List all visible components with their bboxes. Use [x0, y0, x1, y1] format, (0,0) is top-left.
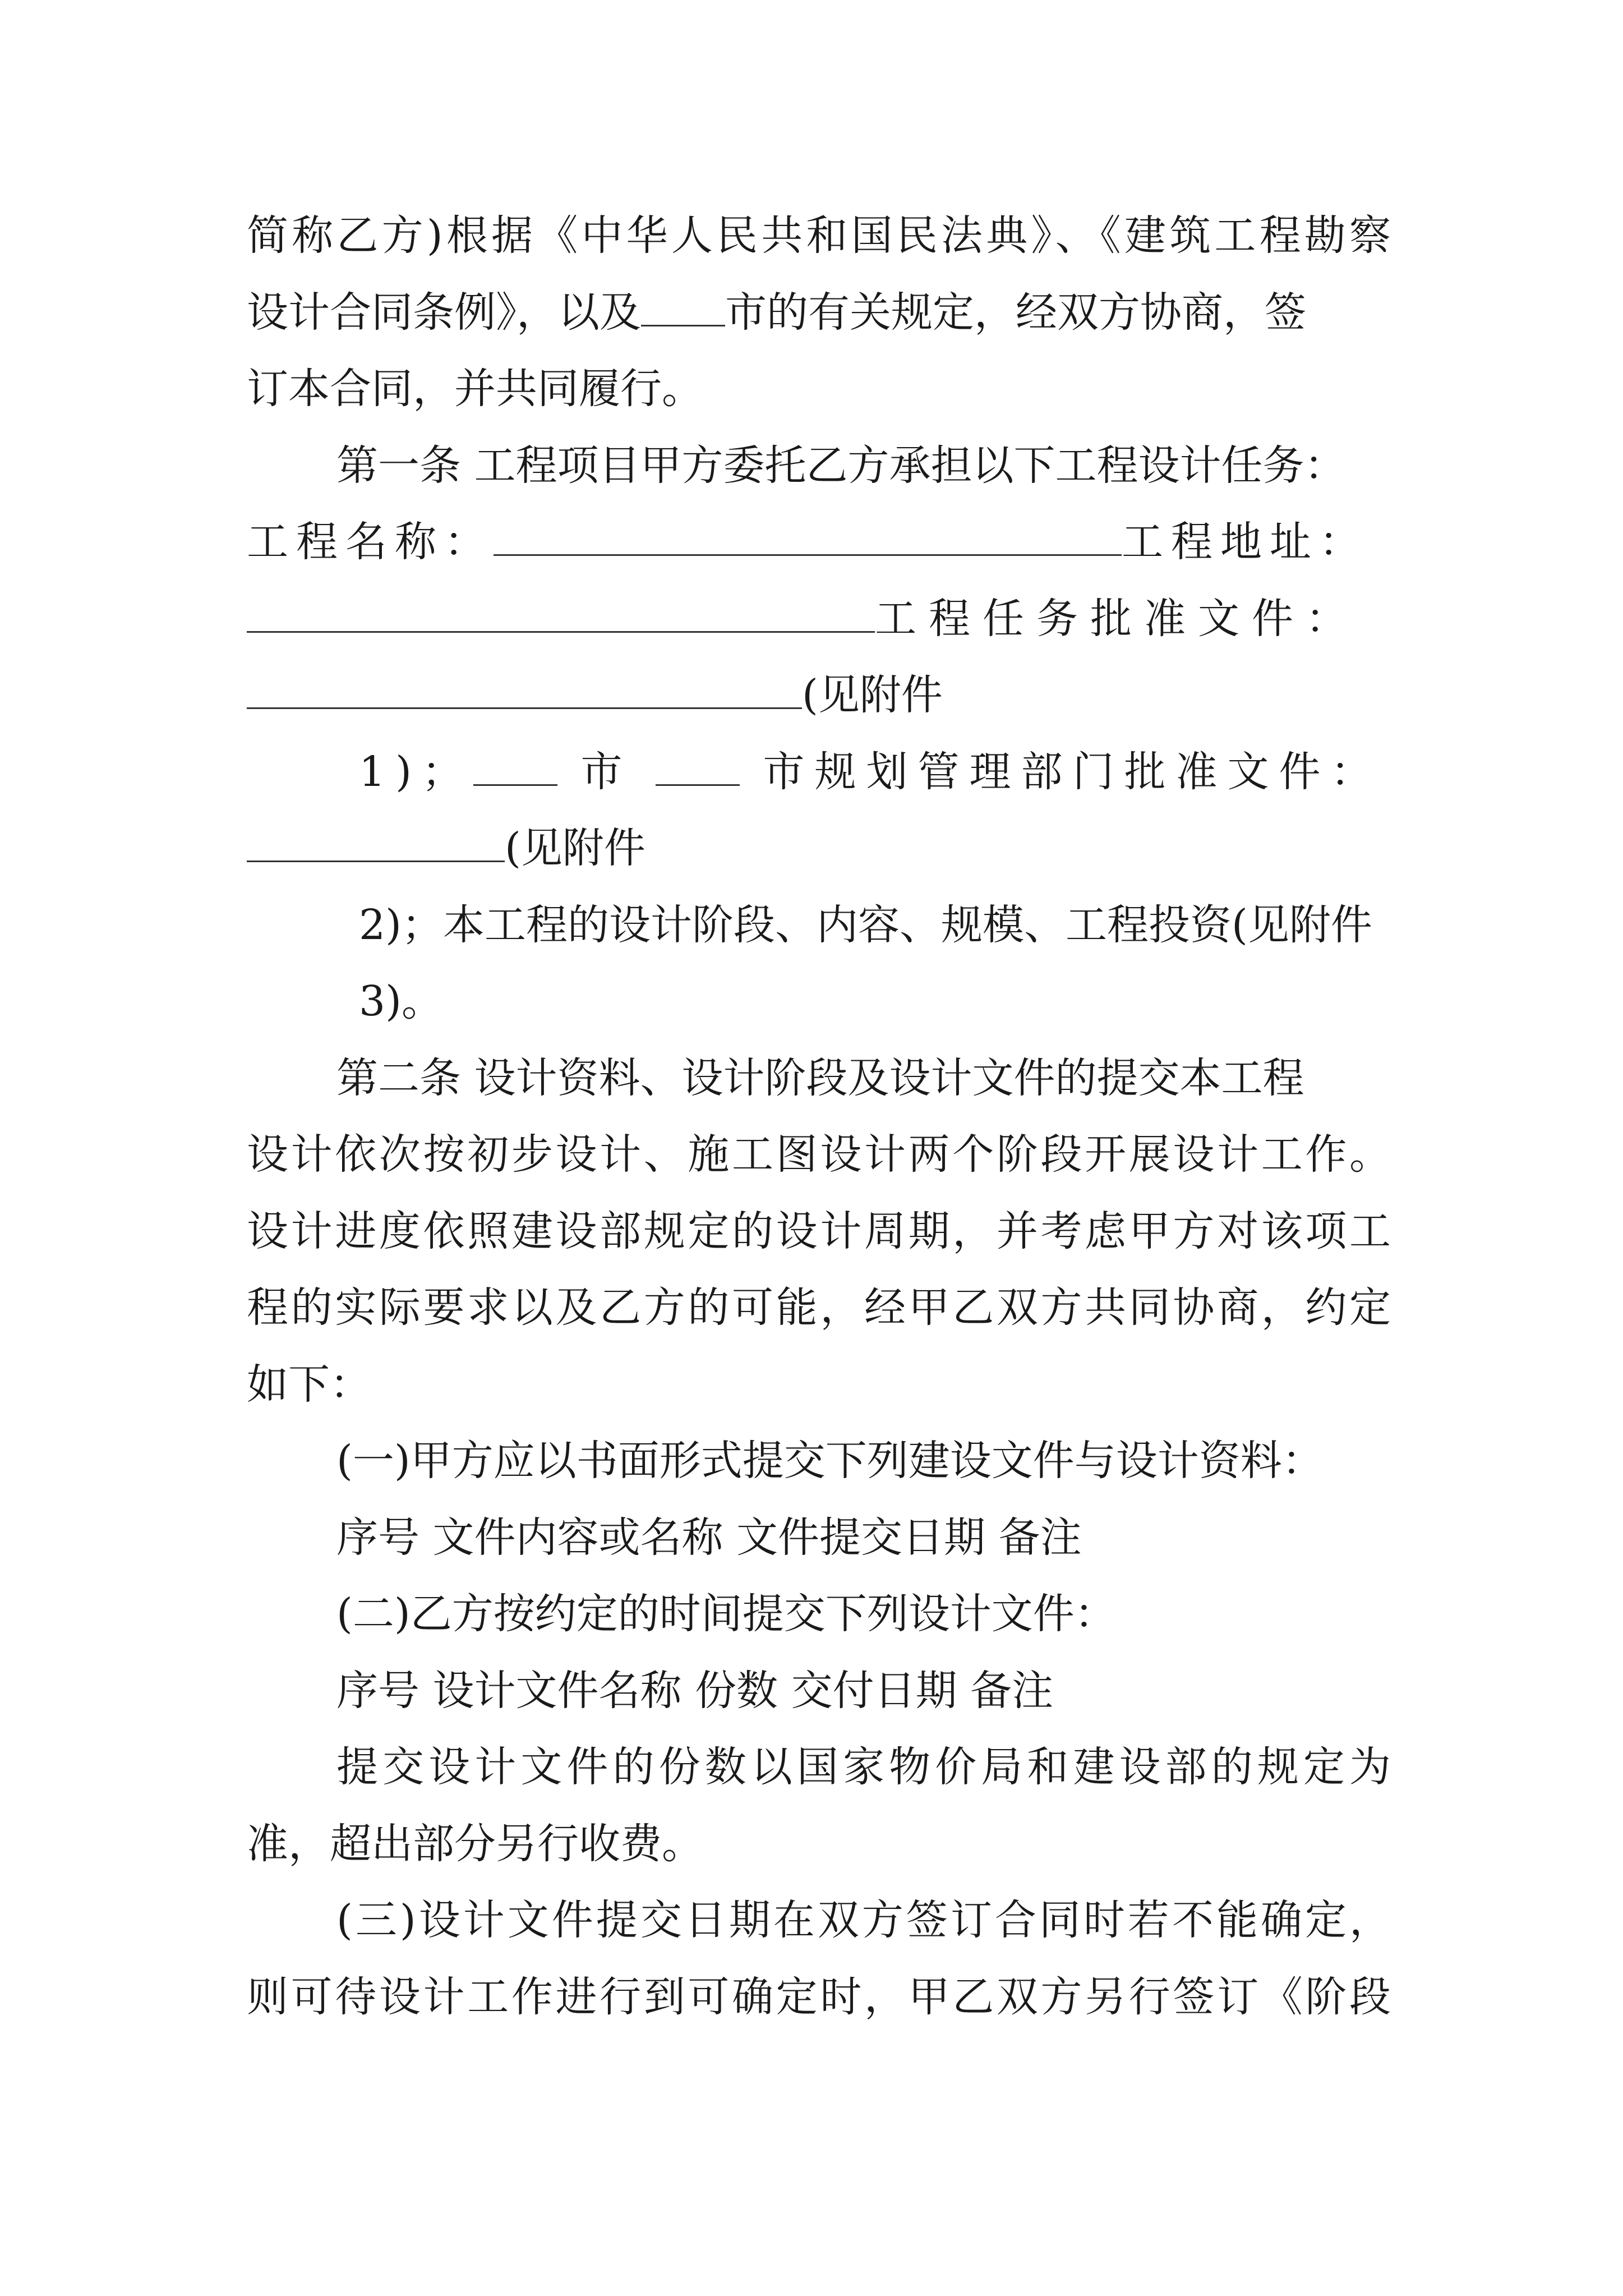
text-line: 程的实际要求以及乙方的可能，经甲乙双方共同协商，约定 [247, 1283, 1391, 1332]
fill-in-blank [641, 284, 725, 326]
text-line-approval [247, 591, 1391, 647]
text-line-planning [359, 744, 1391, 800]
article-2-heading: 第二条 设计资料、设计阶段及设计文件的提交本工程 [336, 1054, 1304, 1102]
approval-doc-label: 工程任务批准文件： [875, 595, 1359, 643]
text-segment: 市的有关规定，经双方协商，签 [725, 288, 1306, 337]
text-line: 如下： [247, 1360, 371, 1409]
planning-doc-blank [247, 820, 505, 862]
clause-3: (三)设计文件提交日期在双方签订合同时若不能确定， [336, 1896, 1391, 1944]
text-line-annex-1 [247, 667, 1391, 723]
text-line-annex-3: 3)。 [359, 977, 443, 1025]
text-line-annex-2 [247, 820, 1391, 876]
text-segment: 市 [580, 748, 633, 796]
text-segment: 市规划管理部门批准文件： [763, 748, 1382, 796]
text-line: 提交设计文件的份数以国家物价局和建设部的规定为 [336, 1743, 1391, 1791]
text-segment: (见附件 [802, 671, 943, 719]
clause-1: (一)甲方应以书面形式提交下列建设文件与设计资料： [336, 1437, 1324, 1485]
text-line-1: 简称乙方)根据《中华人民共和国民法典》、《建筑工程勘察 [247, 211, 1391, 260]
project-address-label: 工程地址： [1122, 518, 1368, 566]
table-header-party-b: 序号 设计文件名称 份数 交付日期 备注 [336, 1667, 1054, 1715]
clause-2: (二)乙方按约定的时间提交下列设计文件： [336, 1590, 1116, 1638]
text-line: 则可待设计工作进行到可确定时，甲乙双方另行签订《阶段 [247, 1973, 1391, 2021]
project-address-blank [247, 591, 875, 633]
project-name-blank [494, 514, 1122, 556]
article-1-heading: 第一条 工程项目甲方委托乙方承担以下工程设计任务： [336, 441, 1346, 490]
text-line-2 [247, 284, 1391, 341]
text-segment: (见附件 [505, 824, 645, 872]
city-blank-2 [656, 744, 740, 786]
text-line-project-name [247, 514, 1391, 570]
text-segment: 设计合同条例》，以及 [247, 288, 641, 337]
city-blank-1 [473, 744, 557, 786]
text-line-design-stage: 2)；本工程的设计阶段、内容、规模、工程投资(见附件 [359, 901, 1372, 949]
table-header-party-a: 序号 文件内容或名称 文件提交日期 备注 [336, 1513, 1082, 1562]
text-line: 设计依次按初步设计、施工图设计两个阶段开展设计工作。 [247, 1130, 1391, 1179]
text-line: 准，超出部分另行收费。 [247, 1820, 703, 1868]
project-name-label: 工程名称： [247, 518, 494, 566]
text-segment: 1)； [359, 748, 473, 796]
text-line-3: 订本合同，并共同履行。 [247, 365, 703, 413]
text-line: 设计进度依照建设部规定的设计周期，并考虑甲方对该项工 [247, 1207, 1391, 1255]
approval-doc-blank [247, 667, 802, 709]
